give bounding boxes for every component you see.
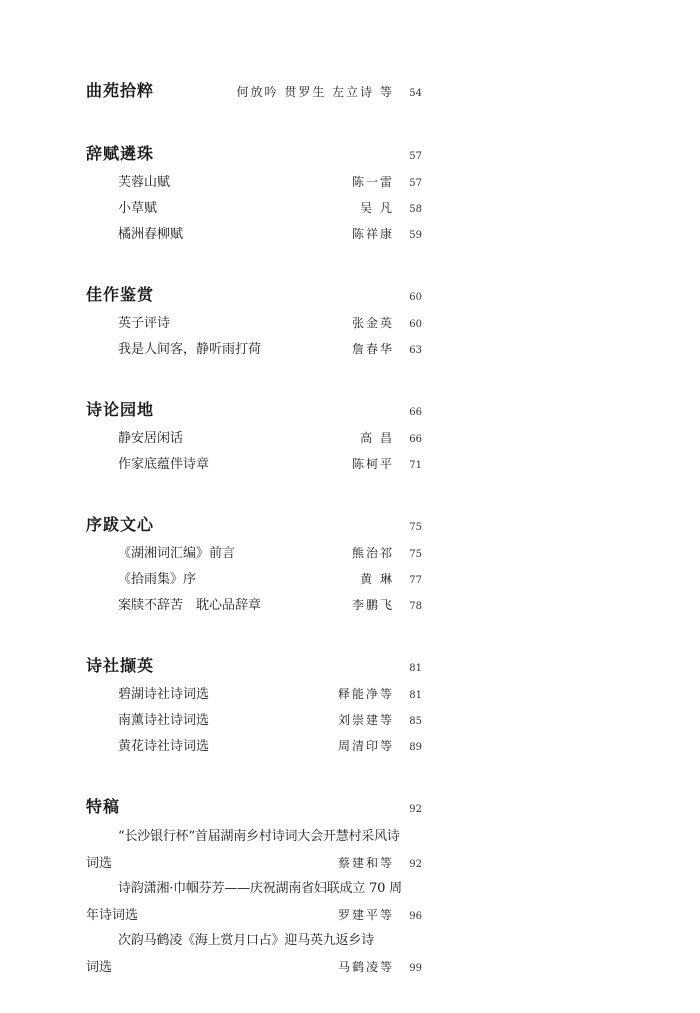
entry-title: 黄花诗社诗词选 (118, 739, 210, 754)
toc-entry (86, 197, 422, 223)
page-number: 85 (409, 716, 422, 727)
page-number: 96 (409, 911, 422, 922)
section-title: 诗社撷英 (86, 656, 155, 675)
section-title: 曲苑拾粹 (86, 81, 155, 100)
toc-entry (86, 594, 422, 620)
entry-title: 《湖湘词汇编》前言 (118, 546, 236, 561)
entry-title: 静安居闲话 (118, 431, 184, 446)
toc-entry-long (86, 928, 422, 980)
section-header (86, 397, 422, 427)
table-of-contents (86, 78, 422, 1013)
toc-entry (86, 568, 422, 594)
entry-title-line2: 词选 (86, 960, 113, 975)
toc-entry (86, 171, 422, 197)
toc-entry (86, 338, 422, 364)
page-number: 92 (409, 859, 422, 870)
page-number: 59 (409, 230, 422, 241)
entry-title: 南薰诗社诗词选 (118, 713, 210, 728)
section-header (86, 141, 422, 171)
entry-author: 高 昌 (360, 431, 394, 445)
section-title: 序跋文心 (86, 515, 155, 534)
page-number: 71 (409, 460, 422, 471)
section-header (86, 512, 422, 542)
entry-author: 张金英 (351, 316, 394, 330)
entry-title-line2-row (86, 902, 422, 928)
entry-title-line2-row (86, 954, 422, 980)
page-number: 99 (409, 963, 422, 974)
entry-title-line1: “长沙银行杯”首届湖南乡村诗词大会开慧村采风诗 (118, 829, 400, 844)
entry-author: 陈祥康 (351, 227, 394, 241)
page-number: 78 (409, 601, 422, 612)
entry-title: 我是人间客，静听雨打荷 (118, 342, 262, 357)
section-header (86, 282, 422, 312)
entry-author: 陈柯平 (351, 457, 394, 471)
entry-author: 熊治祁 (351, 546, 394, 560)
section-title: 辞赋遴珠 (86, 144, 155, 163)
section-header (86, 794, 422, 824)
page-number: 89 (409, 742, 422, 753)
toc-entry (86, 542, 422, 568)
page-number: 60 (409, 292, 422, 303)
entry-title-line2: 词选 (86, 856, 113, 871)
entry-author: 蔡建和等 (337, 856, 394, 870)
entry-author: 马鹤凌等 (337, 960, 394, 974)
toc-entry (86, 709, 422, 735)
section-header (86, 653, 422, 683)
entry-author: 周清印等 (337, 739, 394, 753)
entry-title-line1: 诗韵潇湘·巾帼芬芳——庆祝湖南省妇联成立 70 周 (118, 881, 402, 896)
page-number: 66 (409, 407, 422, 418)
section-jiazuo (86, 282, 422, 364)
entry-title: 案牍不辞苦 耽心品辞章 (118, 598, 262, 613)
page-number: 63 (409, 345, 422, 356)
toc-entry (86, 223, 422, 249)
entry-author: 詹春华 (351, 342, 394, 356)
entry-title-line2-row (86, 850, 422, 876)
toc-entry-long (86, 876, 422, 928)
page-number: 57 (409, 151, 422, 162)
page-number: 75 (409, 549, 422, 560)
page-number: 60 (409, 319, 422, 330)
toc-entry (86, 683, 422, 709)
section-authors: 何放吟 贯罗生 左立诗 等 (236, 85, 394, 99)
entry-author: 刘崇建等 (337, 713, 394, 727)
section-header (86, 78, 422, 108)
page-number: 58 (409, 204, 422, 215)
page-number: 81 (409, 690, 422, 701)
page-number: 92 (409, 804, 422, 815)
toc-entry (86, 427, 422, 453)
entry-title: 小草赋 (118, 201, 158, 216)
entry-title-line2: 年诗词选 (86, 908, 139, 923)
entry-author: 罗建平等 (337, 908, 394, 922)
section-title: 佳作鉴赏 (86, 285, 155, 304)
page-number: 81 (409, 663, 422, 674)
section-shilun (86, 397, 422, 479)
entry-title: 芙蓉山赋 (118, 175, 171, 190)
entry-title-line1: 次韵马鹤凌《海上赏月口占》迎马英九返乡诗 (118, 933, 375, 948)
section-tegao (86, 794, 422, 980)
toc-entry (86, 735, 422, 761)
page-number: 54 (409, 88, 422, 99)
page-number: 66 (409, 434, 422, 445)
toc-entry (86, 453, 422, 479)
section-cifu (86, 141, 422, 249)
entry-author: 释能净等 (337, 687, 394, 701)
section-shishe (86, 653, 422, 761)
section-xuba (86, 512, 422, 620)
page-number: 75 (409, 522, 422, 533)
toc-entry (86, 312, 422, 338)
entry-author: 李鹏飞 (351, 598, 394, 612)
entry-title: 英子评诗 (118, 316, 171, 331)
section-quyuan (86, 78, 422, 108)
section-title: 特稿 (86, 797, 121, 816)
entry-author: 吴 凡 (360, 201, 394, 215)
toc-entry-long (86, 824, 422, 876)
section-title: 诗论园地 (86, 400, 155, 419)
page-number: 77 (409, 575, 422, 586)
entry-title: 《拾雨集》序 (118, 572, 197, 587)
entry-author: 黄 琳 (360, 572, 394, 586)
entry-title: 作家底蕴伴诗章 (118, 457, 210, 472)
page-number: 57 (409, 178, 422, 189)
entry-title: 碧湖诗社诗词选 (118, 687, 210, 702)
entry-author: 陈一雷 (351, 175, 394, 189)
entry-title: 橘洲春柳赋 (118, 227, 184, 242)
